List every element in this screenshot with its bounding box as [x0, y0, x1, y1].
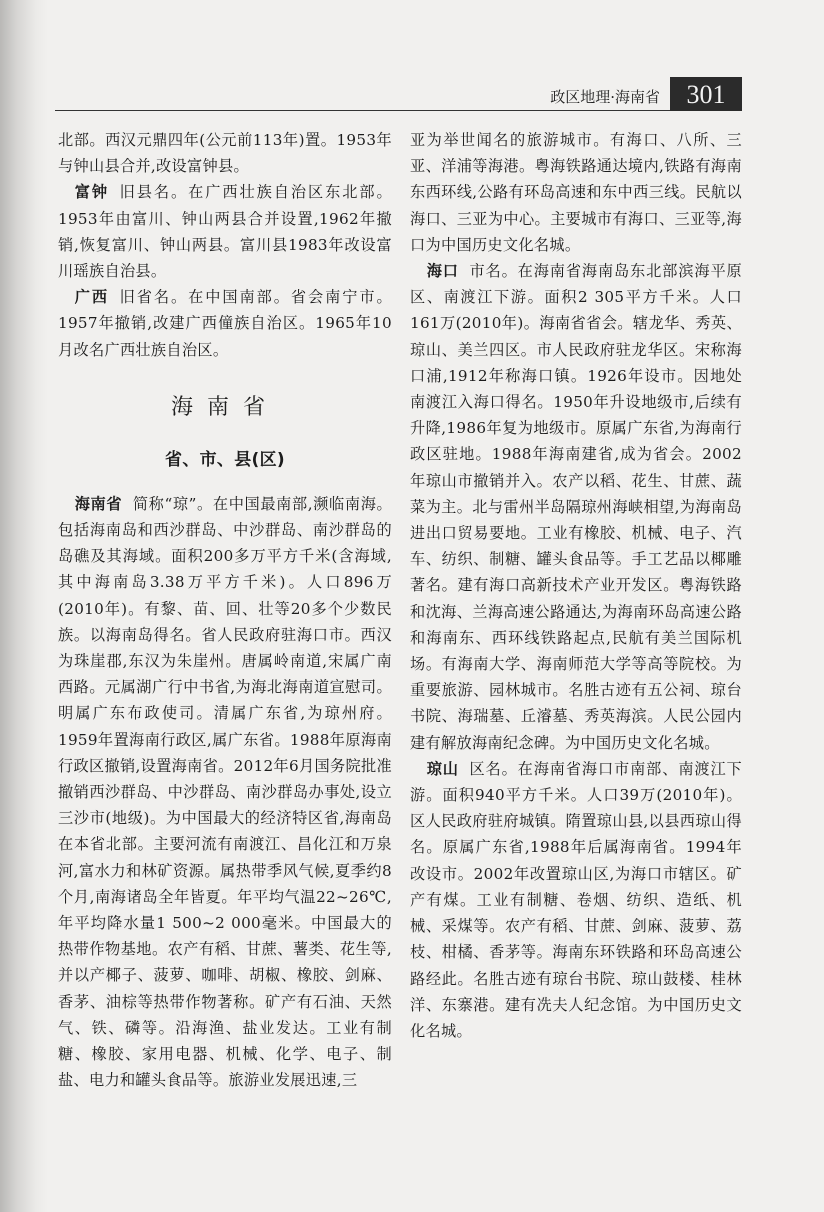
- continued-paragraph: 北部。西汉元鼎四年(公元前113年)置。1953年与钟山县合并,改设富钟县。: [58, 131, 392, 176]
- entry-term: 富钟: [74, 183, 109, 202]
- running-title: 政区地理·海南省: [550, 88, 660, 106]
- entry-term: 海口: [426, 262, 459, 281]
- entry-text: 旧县名。在广西壮族自治区东北部。1953年由富川、钟山两县合并设置,1962年撤销,恢复富川、钟山两县。富川县1983年改设富川瑶族自治县。: [58, 183, 392, 281]
- entry-term: 琼山: [426, 759, 459, 778]
- entry-term: 广西: [74, 288, 109, 307]
- entry-guangxi: [58, 284, 392, 363]
- entry-haikou: [410, 258, 742, 756]
- page-number: 301: [670, 77, 742, 111]
- entry-qiongshan: [410, 756, 742, 1044]
- entry-text: 区名。在海南省海口市南部、南渡江下游。面积940平方千米。人口39万(2010年)。区人民政府驻府城镇。隋置琼山县,以县西琼山得名。原属广东省,1988年后属海南省。1994年改设市。2002年改置琼山区,为海口市辖区。矿产有煤。工业有制糖、卷烟、纺织、造纸、机械、采煤等。农产有稻、甘蔗、剑麻、菠萝、荔枝、柑橘、香茅等。海南东环铁路和环岛高速公路经此。名胜古迹有琼台书院、琼山鼓楼、桂林洋、东寨港。建有冼夫人纪念馆。为中国历史文化名城。: [410, 759, 742, 1040]
- book-binding-shadow: [0, 0, 48, 1212]
- section-heading: 省、市、县(区): [165, 449, 285, 470]
- province-heading: 海南省: [170, 394, 279, 420]
- entry-text: 简称“琼”。在中国最南部,濒临南海。包括海南岛和西沙群岛、中沙群岛、南沙群岛的岛礁及其海域。面积200多万平方千米(含海域,其中海南岛3.38万平方千米)。人口896万(2010年)。有黎、苗、回、壮等20多个少数民族。以海南岛得名。省人民政府驻海口市。西汉为珠崖郡,东汉为朱崖州。唐属岭南道,宋属广南西路。元属湖广行中书省,为海北海南道宣慰司。明属广东布政使司。清属广东省,为琼州府。1959年置海南行政区,属广东省。1988年原海南行政区撤销,设置海南省。2012年6月国务院批准撤销西沙群岛、中沙群岛、南沙群岛办事处,设立三沙市(地级)。为中国最大的经济特区省,海南岛在本省北部。主要河流有南渡江、昌化江和万泉河,富水力和林矿资源。属热带季风气候,夏季约8个月,南海诸岛全年皆夏。年平均气温22~26℃,年平均降水量1 500~2 000毫米。中国最大的热带作物基地。农产有稻、甘蔗、薯类、花生等,并以产椰子、菠萝、咖啡、胡椒、橡胶、剑麻、香茅、油棕等热带作物著称。矿产有石油、天然气、铁、磷等。沿海渔、盐业发达。工业有制糖、橡胶、家用电器、机械、化学、电子、制盐、电力和罐头食品等。旅游业发展迅速,三: [58, 494, 392, 1090]
- entry-text: 市名。在海南省海南岛东北部滨海平原区、南渡江下游。面积2 305平方千米。人口161万(2010年)。海南省省会。辖龙华、秀英、琼山、美兰四区。市人民政府驻龙华区。宋称海口浦,1912年称海口镇。1926年设市。因地处南渡江入海口得名。1950年升设地级市,后续有升降,1986年复为地级市。原属广东省,为海南行政区驻地。1988年海南建省,成为省会。2002年琼山市撤销并入。农产以稻、花生、甘蔗、蔬菜为主。北与雷州半岛隔琼州海峡相望,为海南岛进出口贸易要地。工业有橡胶、机械、电子、汽车、纺织、制糖、罐头食品等。手工艺品以椰雕著名。建有海口高新技术产业开发区。粤海铁路和沈海、兰海高速公路通达,为海南环岛高速公路和海南东、西环线铁路起点,民航有美兰国际机场。有海南大学、海南师范大学等高等院校。为重要旅游、园林城市。名胜古迹有五公祠、琼台书院、海瑞墓、丘濬墓、秀英海滨。人民公园内建有解放海南纪念碑。为中国历史文化名城。: [410, 262, 742, 752]
- left-column: [58, 127, 392, 1094]
- entry-hainan-province: [58, 491, 392, 1094]
- entry-fuzhong: [58, 179, 392, 284]
- entry-text: 旧省名。在中国南部。省会南宁市。1957年撤销,改建广西僮族自治区。1965年10月改名广西壮族自治区。: [58, 288, 392, 359]
- entry-term: 海南省: [74, 494, 123, 513]
- running-header: [55, 78, 742, 111]
- continued-paragraph: 亚为举世闻名的旅游城市。有海口、八所、三亚、洋浦等海港。粤海铁路通达境内,铁路有海南东西环线,公路有环岛高速和东中西三线。民航以海口、三亚为中心。主要城市有海口、三亚等,海口为中国历史文化名城。: [410, 131, 742, 254]
- right-column: [410, 127, 742, 1044]
